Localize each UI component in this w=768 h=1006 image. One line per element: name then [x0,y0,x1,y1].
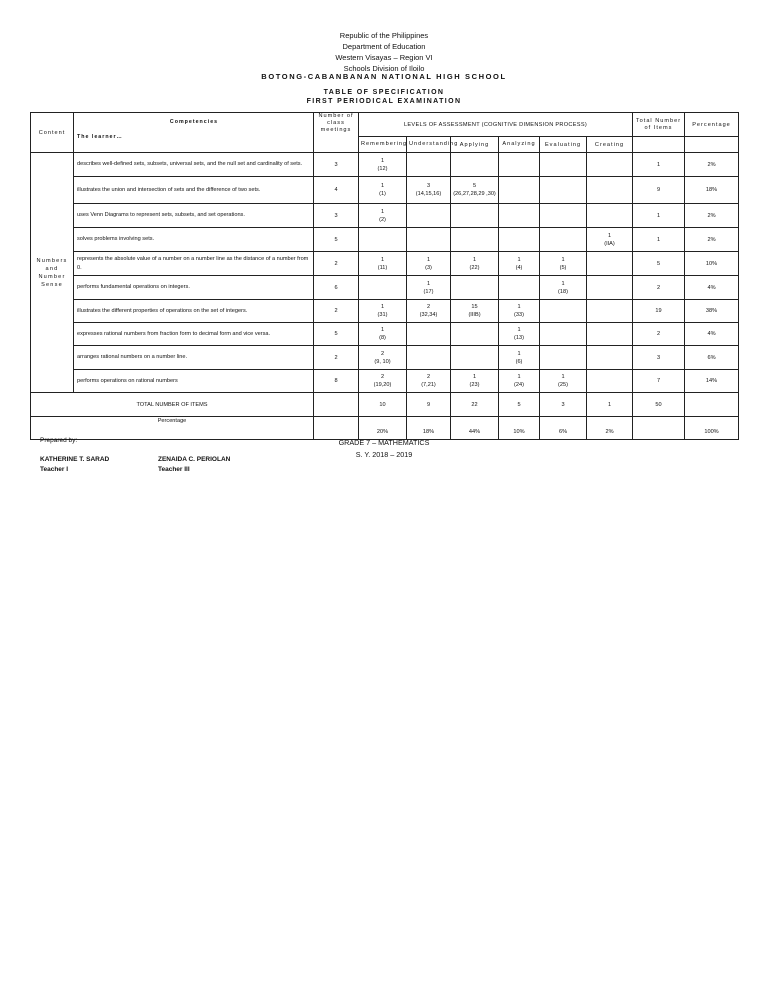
table-row [31,204,739,228]
item-numbers: (IIIB) [468,312,481,318]
item-count: 2 [380,374,385,380]
item-count: 1 [517,304,521,310]
competencies-header [74,113,314,153]
table-row [31,346,739,370]
level-cell-ana [499,323,540,346]
row-percentage-cell: 4% [685,323,739,346]
item-count: 1 [380,327,385,333]
competency-cell: performs operations on rational numbers [74,370,314,393]
item-count: 1 [380,208,385,215]
percentage-label: Percentage [31,417,314,440]
level-understanding: Understanding [407,137,451,153]
item-numbers: (22) [469,264,480,271]
item-numbers: (11) [377,264,388,271]
specification-table [30,112,739,440]
percentage-row [31,417,739,440]
level-cell-ana [499,153,540,177]
row-total-cell: 2 [633,323,685,346]
level-cell-eva [540,276,587,300]
grand-total: 50 [633,393,685,417]
level-cell-und [407,204,451,228]
header-department: Department of Education [342,42,426,51]
blank-cell [685,393,739,417]
item-count: 1 [380,256,385,263]
row-total-cell: 1 [633,204,685,228]
level-cell-app [451,276,499,300]
item-numbers: (3) [425,264,432,271]
level-cell-app [451,323,499,346]
meetings-cell: 2 [314,346,359,370]
level-evaluating: Evaluating [540,137,587,153]
header-school-name: BOTONG-CABANBANAN NATIONAL HIGH SCHOOL [261,72,507,81]
row-percentage-cell: 6% [685,346,739,370]
level-cell-ana [499,300,540,323]
pct-applying: 44% [451,417,499,440]
level-cell-app [451,252,499,276]
level-cell-ana [499,346,540,370]
item-numbers: (14,15,16) [415,191,442,197]
item-count: 1 [380,183,385,189]
level-cell-rem [359,323,407,346]
signatory-1-name: KATHERINE T. SARAD [40,456,110,463]
item-numbers: (32,34) [419,312,438,318]
competency-cell: solves problems involving sets. [74,228,314,252]
signatory-2-title: Teacher III [158,466,190,473]
level-cell-app [451,204,499,228]
competency-cell: describes well-defined sets, subsets, universal sets, and the null set and cardinality of sets. [74,153,314,177]
level-cell-eva [540,300,587,323]
table-row [31,177,739,204]
level-cell-eva [540,323,587,346]
header-region: Western Visayas – Region VI [335,53,433,62]
competency-cell: arranges rational numbers on a number line. [74,346,314,370]
pct-remembering: 20% [359,417,407,440]
meetings-cell: 8 [314,370,359,393]
content-header: Content [31,113,74,153]
row-total-cell: 19 [633,300,685,323]
item-count: 5 [472,183,477,189]
levels-header: LEVELS OF ASSESSMENT (COGNITIVE DIMENSION PROCESS) [359,113,633,137]
meetings-cell: 5 [314,323,359,346]
row-total-cell: 3 [633,346,685,370]
level-cell-ana [499,204,540,228]
level-cell-rem [359,252,407,276]
signatory-2-name: ZENAIDA C. PERIOLAN [158,456,231,463]
item-numbers: (1) [379,191,386,197]
row-percentage-cell: 10% [685,252,739,276]
item-count: 1 [380,157,385,164]
level-creating: Creating [587,137,633,153]
table-row [31,276,739,300]
item-numbers: (17) [423,288,434,295]
level-cell-und [407,228,451,252]
school-year-label: S. Y. 2018 – 2019 [355,450,413,459]
row-total-cell: 7 [633,370,685,393]
item-numbers: (6) [515,358,523,365]
level-cell-und [407,346,451,370]
competency-cell: illustrates the union and intersection of sets and the difference of two sets. [74,177,314,204]
level-cell-app [451,153,499,177]
blank-cell [314,417,359,440]
total-applying: 22 [451,393,499,417]
meetings-cell: 2 [314,252,359,276]
grand-percentage: 100% [685,417,739,440]
meetings-cell: 4 [314,177,359,204]
title-table-of-specification: TABLE OF SPECIFICATION [323,89,445,96]
level-cell-cre [587,252,633,276]
row-total-cell: 5 [633,252,685,276]
grade-label: GRADE 7 – MATHEMATICS [338,438,430,447]
level-cell-eva [540,204,587,228]
content-cell: Numbers and Number Sense [31,153,74,393]
level-cell-cre [587,204,633,228]
total-analyzing: 5 [499,393,540,417]
blank-cell [685,137,739,153]
level-cell-und [407,177,451,204]
level-cell-ana [499,370,540,393]
row-percentage-cell: 38% [685,300,739,323]
item-count: 1 [561,374,565,380]
row-percentage-cell: 2% [685,228,739,252]
level-cell-ana [499,177,540,204]
pct-understanding: 18% [407,417,451,440]
item-numbers: (12) [377,165,388,172]
item-numbers: (19,20) [373,382,392,388]
total-row [31,393,739,417]
level-cell-cre [587,300,633,323]
pct-analyzing: 10% [499,417,540,440]
table-row [31,323,739,346]
meetings-header: Number of class meetings [314,113,359,153]
level-cell-eva [540,228,587,252]
item-count: 1 [607,232,612,239]
item-count: 1 [561,280,565,287]
level-cell-cre [587,276,633,300]
item-numbers: (33) [514,312,524,318]
row-percentage-cell: 4% [685,276,739,300]
item-count: 1 [472,256,477,263]
table-row [31,153,739,177]
pct-evaluating: 6% [540,417,587,440]
level-cell-cre [587,153,633,177]
level-cell-cre [587,177,633,204]
level-cell-rem [359,153,407,177]
level-cell-ana [499,276,540,300]
item-numbers: (7,21) [421,382,436,388]
level-analyzing: Analyzing [499,137,540,153]
level-cell-rem [359,346,407,370]
level-cell-eva [540,252,587,276]
meetings-cell: 2 [314,300,359,323]
level-cell-cre [587,228,633,252]
total-evaluating: 3 [540,393,587,417]
signatory-1-title: Teacher I [40,466,69,473]
level-cell-eva [540,177,587,204]
item-numbers: (23) [469,382,480,388]
item-numbers: (25) [558,382,568,388]
item-numbers: (13) [514,335,524,341]
level-cell-app [451,346,499,370]
level-cell-app [451,370,499,393]
item-count: 1 [380,304,385,310]
row-percentage-cell: 2% [685,204,739,228]
competency-cell: expresses rational numbers from fraction form to decimal form and vice versa. [74,323,314,346]
level-cell-rem [359,177,407,204]
document-titles [0,88,768,106]
level-cell-cre [587,346,633,370]
row-total-cell: 1 [633,153,685,177]
title-exam: FIRST PERIODICAL EXAMINATION [306,98,462,105]
item-numbers: (4) [515,264,523,271]
item-count: 1 [426,280,431,287]
total-items-header: Total Number of Items [633,113,685,137]
table-header-row [31,113,739,137]
meetings-cell: 5 [314,228,359,252]
competency-cell: performs fundamental operations on integers. [74,276,314,300]
meetings-cell: 6 [314,276,359,300]
prepared-by-label: Prepared by: [40,437,78,444]
level-cell-eva [540,346,587,370]
item-numbers: (8) [379,335,386,341]
competencies-label: Competencies [169,118,219,125]
table-row [31,370,739,393]
table-row [31,228,739,252]
item-count: 1 [472,374,477,380]
header-republic: Republic of the Philippines [339,31,429,40]
level-cell-und [407,276,451,300]
level-cell-rem [359,370,407,393]
row-total-cell: 2 [633,276,685,300]
item-count: 1 [517,350,521,357]
blank-cell [633,417,685,440]
item-numbers: (5) [559,264,567,271]
percentage-header: Percentage [685,113,739,137]
meetings-cell: 3 [314,204,359,228]
competency-cell: illustrates the different properties of operations on the set of integers. [74,300,314,323]
blank-cell [633,137,685,153]
level-cell-ana [499,252,540,276]
level-cell-cre [587,323,633,346]
level-cell-rem [359,228,407,252]
competency-cell: uses Venn Diagrams to represent sets, subsets, and set operations. [74,204,314,228]
item-numbers: (31) [377,312,388,318]
item-count: 2 [426,374,431,380]
level-cell-und [407,300,451,323]
item-count: 2 [380,350,385,357]
level-applying: Applying [451,137,499,153]
item-numbers: (IIA) [604,240,615,247]
blank-cell [314,393,359,417]
row-percentage-cell: 14% [685,370,739,393]
level-cell-und [407,370,451,393]
document-header [0,30,768,106]
level-cell-rem [359,276,407,300]
pct-creating: 2% [587,417,633,440]
level-cell-app [451,228,499,252]
item-numbers: (18) [558,288,568,295]
table-body [31,153,739,393]
level-cell-app [451,177,499,204]
row-total-cell: 9 [633,177,685,204]
item-count: 1 [426,256,431,263]
total-label: TOTAL NUMBER OF ITEMS [31,393,314,417]
competency-cell: represents the absolute value of a number on a number line as the distance of a number from 0. [74,252,314,276]
item-numbers: (2) [379,216,386,223]
level-cell-ana [499,228,540,252]
level-cell-rem [359,300,407,323]
item-count: 1 [561,256,565,263]
item-numbers: (26,27,28,29 ,30) [453,191,496,197]
total-understanding: 9 [407,393,451,417]
learner-label: The learner… [77,133,123,140]
row-percentage-cell: 18% [685,177,739,204]
total-creating: 1 [587,393,633,417]
total-remembering: 10 [359,393,407,417]
table-row [31,300,739,323]
item-count: 1 [517,374,521,380]
item-count: 1 [517,256,521,263]
level-cell-eva [540,153,587,177]
header-division: Schools Division of Iloilo [343,64,425,73]
item-count: 1 [517,327,521,333]
level-cell-und [407,252,451,276]
row-total-cell: 1 [633,228,685,252]
table-row [31,252,739,276]
level-remembering: Remembering [359,137,407,153]
item-numbers: (9, 10) [374,358,391,365]
level-cell-rem [359,204,407,228]
level-cell-app [451,300,499,323]
meetings-cell: 3 [314,153,359,177]
level-cell-und [407,323,451,346]
item-numbers: (24) [514,382,524,388]
level-cell-eva [540,370,587,393]
item-count: 2 [426,304,431,310]
level-cell-und [407,153,451,177]
item-count: 3 [426,183,431,189]
level-cell-cre [587,370,633,393]
item-count: 15 [471,304,478,310]
row-percentage-cell: 2% [685,153,739,177]
